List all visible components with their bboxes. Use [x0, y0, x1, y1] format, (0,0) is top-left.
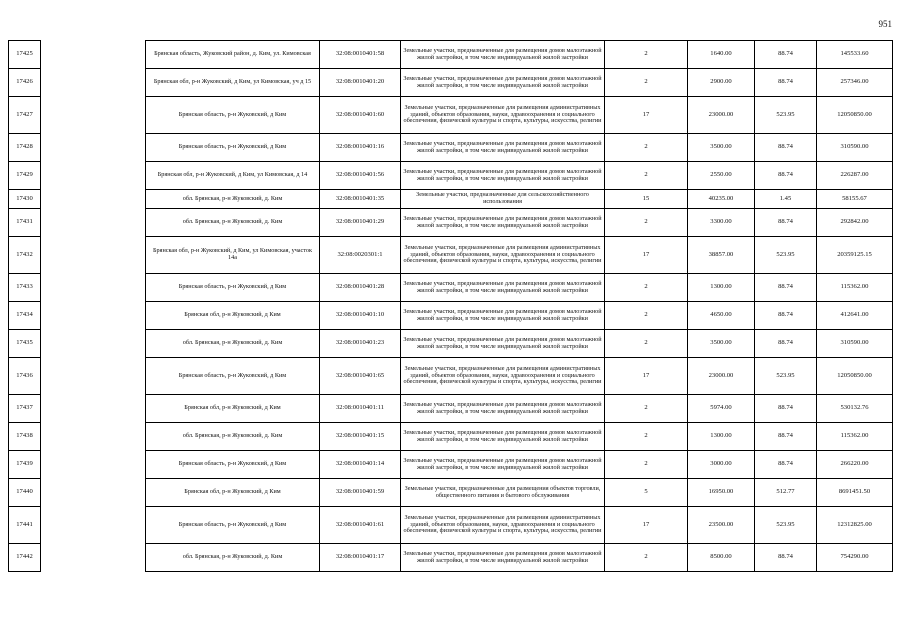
cell-rate: 88.74	[755, 162, 817, 190]
cell-rate: 523.95	[755, 237, 817, 274]
cell-group: 2	[605, 162, 688, 190]
cell-land-use: Земельные участки, предназначенные для размещения домов малоэтажной жилой застройки, в том числе индивидуальной жилой застройки	[401, 302, 605, 330]
cell-cadastral-value: 115362.00	[817, 274, 893, 302]
cell-cadastral-number: 32:08:0010401:65	[320, 358, 401, 395]
cell-area: 2900.00	[688, 69, 755, 97]
cell-rate: 88.74	[755, 330, 817, 358]
cell-area: 23500.00	[688, 507, 755, 544]
cell-id: 17429	[9, 162, 41, 190]
table-row	[9, 274, 893, 302]
cell-land-use: Земельные участки, предназначенные для размещения домов малоэтажной жилой застройки, в том числе индивидуальной жилой застройки	[401, 134, 605, 162]
cell-group: 2	[605, 41, 688, 69]
cell-area: 16950.00	[688, 479, 755, 507]
cell-cadastral-number: 32:08:0010401:16	[320, 134, 401, 162]
cell-cadastral-value: 257346.00	[817, 69, 893, 97]
cell-rate: 88.74	[755, 302, 817, 330]
cell-group: 2	[605, 451, 688, 479]
cell-land-use: Земельные участки, предназначенные для размещения домов малоэтажной жилой застройки, в том числе индивидуальной жилой застройки	[401, 69, 605, 97]
cell-cadastral-value: 8691451.50	[817, 479, 893, 507]
cell-cadastral-number: 32:08:0010401:15	[320, 423, 401, 451]
cell-rate: 88.74	[755, 69, 817, 97]
table-body	[9, 41, 893, 572]
table-row	[9, 302, 893, 330]
cell-cadastral-value: 20359125.15	[817, 237, 893, 274]
cell-group: 2	[605, 544, 688, 572]
cell-id: 17427	[9, 97, 41, 134]
cell-land-use: Земельные участки, предназначенные для размещения домов малоэтажной жилой застройки, в том числе индивидуальной жилой застройки	[401, 41, 605, 69]
table-row	[9, 330, 893, 358]
cell-land-use: Земельные участки, предназначенные для размещения объектов торговли, общественного питания и бытового обслуживания	[401, 479, 605, 507]
cell-rate: 88.74	[755, 423, 817, 451]
table-row	[9, 507, 893, 544]
cell-cadastral-number: 32:08:0010401:10	[320, 302, 401, 330]
cell-address: Брянская область, р-н Жуковский, д Ким	[146, 134, 320, 162]
cell-area: 1640.00	[688, 41, 755, 69]
cell-cadastral-value: 226287.00	[817, 162, 893, 190]
cell-cadastral-value: 412641.00	[817, 302, 893, 330]
cell-rate: 88.74	[755, 395, 817, 423]
cell-address: обл. Брянская, р-н Жуковский, д. Ким	[146, 544, 320, 572]
cell-rate: 88.74	[755, 274, 817, 302]
table-row	[9, 209, 893, 237]
cell-area: 3500.00	[688, 330, 755, 358]
cell-id: 17428	[9, 134, 41, 162]
cell-id: 17434	[9, 302, 41, 330]
cell-area: 38857.00	[688, 237, 755, 274]
cell-group: 2	[605, 69, 688, 97]
table-row	[9, 134, 893, 162]
cell-id: 17436	[9, 358, 41, 395]
table-row	[9, 479, 893, 507]
table-row	[9, 162, 893, 190]
cell-rate: 523.95	[755, 358, 817, 395]
cell-rate: 512.77	[755, 479, 817, 507]
cell-id: 17437	[9, 395, 41, 423]
table-row	[9, 423, 893, 451]
cell-cadastral-value: 12050850.00	[817, 97, 893, 134]
cell-cadastral-value: 310590.00	[817, 330, 893, 358]
cell-group: 2	[605, 302, 688, 330]
cell-group: 15	[605, 190, 688, 209]
cell-cadastral-number: 32:08:0020301:1	[320, 237, 401, 274]
cell-land-use: Земельные участки, предназначенные для размещения домов малоэтажной жилой застройки, в том числе индивидуальной жилой застройки	[401, 274, 605, 302]
cell-spacer	[41, 544, 146, 572]
cell-rate: 88.74	[755, 41, 817, 69]
cell-cadastral-value: 266220.00	[817, 451, 893, 479]
cell-rate: 523.95	[755, 97, 817, 134]
cell-cadastral-number: 32:08:0010401:17	[320, 544, 401, 572]
table-row	[9, 451, 893, 479]
cell-spacer	[41, 507, 146, 544]
cell-id: 17442	[9, 544, 41, 572]
cell-group: 2	[605, 209, 688, 237]
cell-id: 17430	[9, 190, 41, 209]
cell-rate: 88.74	[755, 544, 817, 572]
cell-address: Брянская область, р-н Жуковский, д Ким	[146, 451, 320, 479]
cell-spacer	[41, 274, 146, 302]
cell-area: 23000.00	[688, 358, 755, 395]
cell-spacer	[41, 190, 146, 209]
cell-address: Брянская область, р-н Жуковский, д Ким	[146, 274, 320, 302]
cell-spacer	[41, 209, 146, 237]
table-row	[9, 41, 893, 69]
cell-cadastral-number: 32:08:0010401:14	[320, 451, 401, 479]
cell-land-use: Земельные участки, предназначенные для размещения домов малоэтажной жилой застройки, в том числе индивидуальной жилой застройки	[401, 330, 605, 358]
cell-group: 17	[605, 237, 688, 274]
table-row	[9, 237, 893, 274]
table-row	[9, 69, 893, 97]
cell-cadastral-number: 32:08:0010401:11	[320, 395, 401, 423]
cell-spacer	[41, 330, 146, 358]
cell-rate: 523.95	[755, 507, 817, 544]
cell-group: 2	[605, 274, 688, 302]
cell-cadastral-number: 32:08:0010401:59	[320, 479, 401, 507]
cell-id: 17425	[9, 41, 41, 69]
land-registry-table	[8, 40, 893, 572]
cell-group: 2	[605, 395, 688, 423]
cell-spacer	[41, 97, 146, 134]
page-number: 951	[878, 19, 892, 29]
cell-cadastral-value: 12312825.00	[817, 507, 893, 544]
cell-id: 17440	[9, 479, 41, 507]
cell-area: 40235.00	[688, 190, 755, 209]
cell-land-use: Земельные участки, предназначенные для размещения домов малоэтажной жилой застройки, в том числе индивидуальной жилой застройки	[401, 209, 605, 237]
cell-address: Брянская обл, р-н Жуковский, д Ким	[146, 302, 320, 330]
cell-spacer	[41, 302, 146, 330]
cell-address: Брянская область, р-н Жуковский, д Ким	[146, 358, 320, 395]
table-row	[9, 97, 893, 134]
cell-cadastral-value: 145533.60	[817, 41, 893, 69]
table-row	[9, 190, 893, 209]
cell-rate: 88.74	[755, 451, 817, 479]
cell-address: обл. Брянская, р-н Жуковский, д. Ким	[146, 330, 320, 358]
cell-address: Брянская обл, р-н Жуковский, д Ким	[146, 479, 320, 507]
cell-cadastral-number: 32:08:0010401:35	[320, 190, 401, 209]
cell-land-use: Земельные участки, предназначенные для размещения домов малоэтажной жилой застройки, в том числе индивидуальной жилой застройки	[401, 395, 605, 423]
cell-land-use: Земельные участки, предназначенные для размещения домов малоэтажной жилой застройки, в том числе индивидуальной жилой застройки	[401, 162, 605, 190]
cell-address: Брянская обл, р-н Жуковский, д Ким, ул Кимовская, уч д 15	[146, 69, 320, 97]
cell-cadastral-value: 754290.00	[817, 544, 893, 572]
cell-cadastral-value: 115362.00	[817, 423, 893, 451]
cell-land-use: Земельные участки, предназначенные для размещения административных зданий, объектов образования, науки, здравоохранения и социального обеспечения, физической культуры и спорта, культуры, искусства, религии	[401, 507, 605, 544]
cell-area: 1300.00	[688, 274, 755, 302]
cell-area: 3300.00	[688, 209, 755, 237]
cell-area: 4650.00	[688, 302, 755, 330]
cell-group: 2	[605, 330, 688, 358]
cell-group: 17	[605, 507, 688, 544]
cell-spacer	[41, 69, 146, 97]
table-row	[9, 358, 893, 395]
cell-address: обл. Брянская, р-н Жуковский, д. Ким	[146, 209, 320, 237]
cell-address: Брянская обл, р-н Жуковский, д Ким, ул Кимовская, д 14	[146, 162, 320, 190]
cell-cadastral-number: 32:08:0010401:61	[320, 507, 401, 544]
cell-cadastral-value: 12050850.00	[817, 358, 893, 395]
cell-spacer	[41, 237, 146, 274]
cell-land-use: Земельные участки, предназначенные для размещения административных зданий, объектов образования, науки, здравоохранения и социального обеспечения, физической культуры и спорта, культуры, искусства, религии	[401, 237, 605, 274]
cell-land-use: Земельные участки, предназначенные для размещения домов малоэтажной жилой застройки, в том числе индивидуальной жилой застройки	[401, 544, 605, 572]
cell-id: 17435	[9, 330, 41, 358]
cell-spacer	[41, 423, 146, 451]
cell-cadastral-number: 32:08:0010401:29	[320, 209, 401, 237]
cell-id: 17438	[9, 423, 41, 451]
cell-land-use: Земельные участки, предназначенные для размещения домов малоэтажной жилой застройки, в том числе индивидуальной жилой застройки	[401, 423, 605, 451]
cell-id: 17431	[9, 209, 41, 237]
cell-cadastral-value: 530132.76	[817, 395, 893, 423]
cell-area: 3500.00	[688, 134, 755, 162]
cell-id: 17439	[9, 451, 41, 479]
cell-cadastral-number: 32:08:0010401:23	[320, 330, 401, 358]
cell-rate: 1.45	[755, 190, 817, 209]
cell-id: 17441	[9, 507, 41, 544]
cell-area: 1300.00	[688, 423, 755, 451]
cell-area: 23000.00	[688, 97, 755, 134]
cell-spacer	[41, 162, 146, 190]
cell-cadastral-number: 32:08:0010401:28	[320, 274, 401, 302]
cell-cadastral-number: 32:08:0010401:60	[320, 97, 401, 134]
cell-area: 2550.00	[688, 162, 755, 190]
cell-id: 17426	[9, 69, 41, 97]
cell-group: 2	[605, 134, 688, 162]
cell-address: обл. Брянская, р-н Жуковский, д. Ким	[146, 190, 320, 209]
cell-group: 17	[605, 358, 688, 395]
table-row	[9, 395, 893, 423]
cell-address: обл. Брянская, р-н Жуковский, д. Ким	[146, 423, 320, 451]
cell-id: 17432	[9, 237, 41, 274]
cell-spacer	[41, 134, 146, 162]
cell-cadastral-value: 292842.00	[817, 209, 893, 237]
cell-area: 8500.00	[688, 544, 755, 572]
cell-land-use: Земельные участки, предназначенные для размещения административных зданий, объектов образования, науки, здравоохранения и социального обеспечения, физической культуры и спорта, культуры, искусства, религии	[401, 358, 605, 395]
cell-group: 17	[605, 97, 688, 134]
table-row	[9, 544, 893, 572]
cell-id: 17433	[9, 274, 41, 302]
cell-group: 2	[605, 423, 688, 451]
cell-address: Брянская обл, р-н Жуковский, д Ким, ул Кимовская, участок 14а	[146, 237, 320, 274]
cell-group: 5	[605, 479, 688, 507]
cell-land-use: Земельные участки, предназначенные для размещения административных зданий, объектов образования, науки, здравоохранения и социального обеспечения, физической культуры и спорта, культуры, искусства, религии	[401, 97, 605, 134]
cell-cadastral-number: 32:08:0010401:56	[320, 162, 401, 190]
cell-rate: 88.74	[755, 209, 817, 237]
cell-spacer	[41, 451, 146, 479]
cell-address: Брянская обл, р-н Жуковский, д Ким	[146, 395, 320, 423]
cell-cadastral-number: 32:08:0010401:20	[320, 69, 401, 97]
cell-area: 3000.00	[688, 451, 755, 479]
cell-address: Брянская область, р-н Жуковский, д Ким	[146, 97, 320, 134]
cell-land-use: Земельные участки, предназначенные для размещения домов малоэтажной жилой застройки, в том числе индивидуальной жилой застройки	[401, 451, 605, 479]
cell-address: Брянская область, р-н Жуковский, д Ким	[146, 507, 320, 544]
cell-cadastral-value: 58155.67	[817, 190, 893, 209]
cell-spacer	[41, 358, 146, 395]
cell-spacer	[41, 479, 146, 507]
cell-cadastral-number: 32:08:0010401:58	[320, 41, 401, 69]
cell-spacer	[41, 395, 146, 423]
cell-rate: 88.74	[755, 134, 817, 162]
cell-cadastral-value: 310590.00	[817, 134, 893, 162]
cell-area: 5974.00	[688, 395, 755, 423]
cell-land-use: Земельные участки, предназначенные для сельскохозяйственного использования	[401, 190, 605, 209]
cell-spacer	[41, 41, 146, 69]
cell-address: Брянская область, Жуковский район, д. Ким, ул. Кимовская	[146, 41, 320, 69]
